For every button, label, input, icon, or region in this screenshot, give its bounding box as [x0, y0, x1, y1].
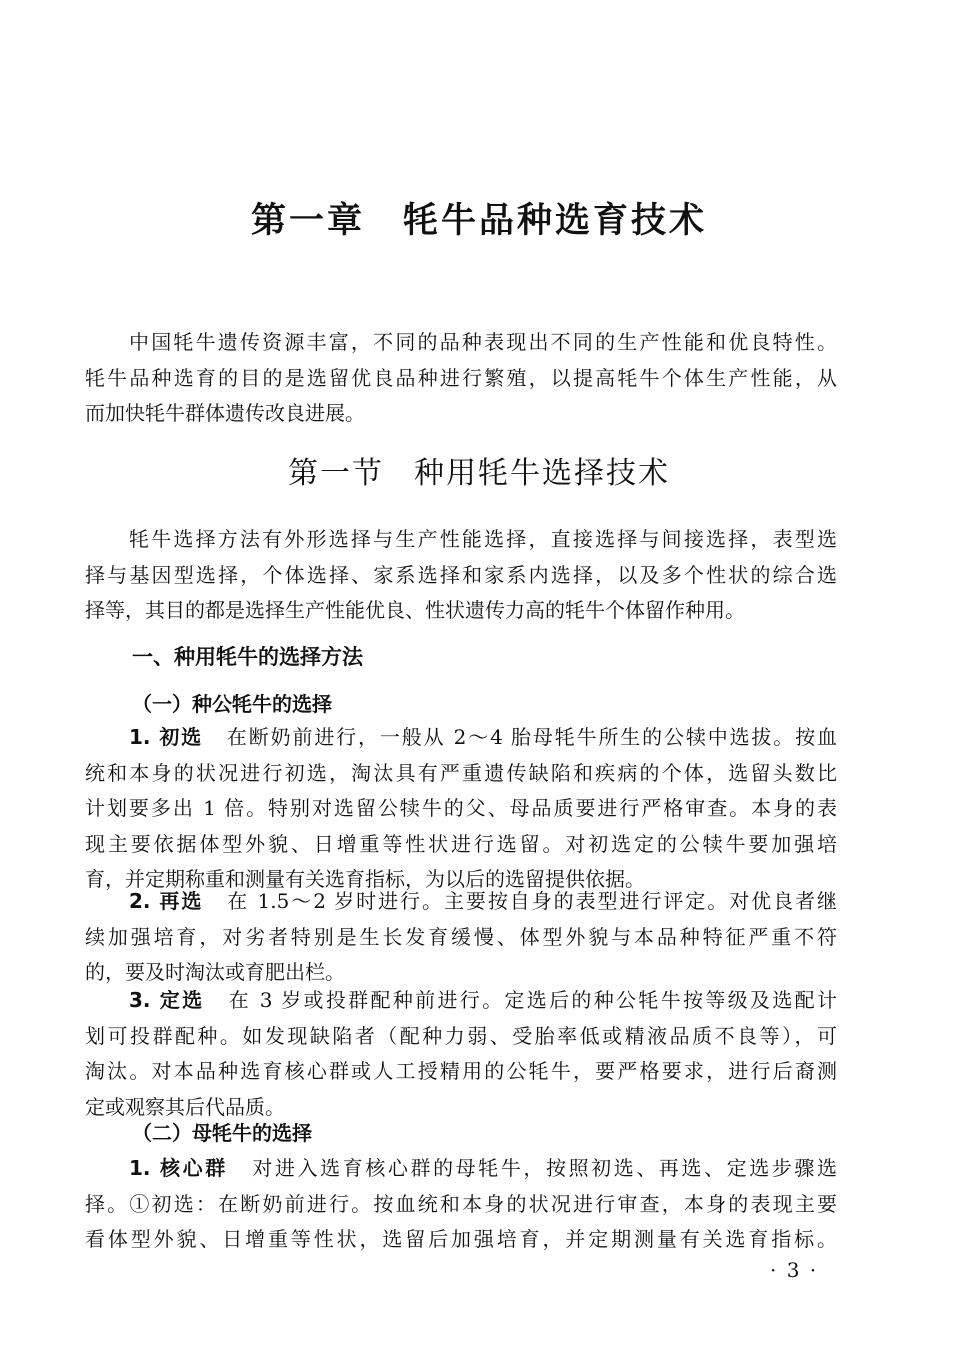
text-line: 划可投群配种。如发现缺陷者（配种力弱、受胎率低或精液品质不良等），可	[85, 1023, 837, 1048]
heading-bull-selection: （一）种公牦牛的选择	[132, 692, 332, 716]
chapter-title	[0, 196, 958, 246]
text-line: 择与基因型选择，个体选择、家系选择和家系内选择，以及多个性状的综合选	[85, 562, 837, 587]
item-text: 在 3 岁或投群配种前进行。定选后的种公牦牛按等级及选配计	[226, 988, 837, 1012]
text-line: 的，要及时淘汰或育肥出栏。	[85, 960, 345, 984]
text-line: 统和本身的状况进行初选，淘汰具有严重遗传缺陷和疾病的个体，选留头数比	[85, 760, 837, 785]
text-line: 现主要依据体型外貌、日增重等性状进行选留。对初选定的公犊牛要加强培	[85, 831, 837, 856]
text-line: 牦牛选择方法有外形选择与生产性能选择，直接选择与间接选择，表型选	[129, 527, 837, 551]
text-line: 淘汰。对本品种选育核心群或人工授精用的公牦牛，要严格要求，进行后裔测	[85, 1059, 837, 1083]
item-core-herd	[85, 1151, 837, 1258]
section-name: 种用牦牛选择技术	[414, 456, 670, 491]
text-line	[85, 1151, 837, 1187]
text-line: 续加强培育，对劣者特别是生长发育缓慢、体型外貌与本品种特征严重不符	[85, 924, 837, 949]
item-text: 在断奶前进行，一般从 2～4 胎母牦牛所生的公犊中选拔。按血	[225, 725, 837, 749]
text-line: 中国牦牛遗传资源丰富，不同的品种表现出不同的生产性能和优良特性。	[129, 330, 837, 354]
text-line: 定或观察其后代品质。	[85, 1094, 285, 1119]
chapter-name: 牦牛品种选育技术	[403, 201, 708, 241]
text-line: 择。①初选：在断奶前进行。按血统和本身的状况进行审查，本身的表现主要	[85, 1191, 837, 1216]
heading-cow-selection: （二）母牦牛的选择	[132, 1121, 312, 1145]
item-reselection	[85, 884, 837, 991]
item-text: 在 1.5～2 岁时进行。主要按自身的表型进行评定。对优良者继	[225, 889, 837, 913]
item-term: 3. 定选	[129, 988, 205, 1012]
item-term: 2. 再选	[129, 889, 204, 913]
item-text: 对进入选育核心群的母牦牛，按照初选、再选、定选步骤选	[249, 1156, 837, 1180]
section-intro-paragraph	[85, 522, 837, 629]
text-line: 择等，其目的都是选择生产性能优良、性状遗传力高的牦牛个体留作种用。	[85, 598, 745, 622]
section-title	[0, 452, 958, 496]
item-final-selection	[85, 983, 837, 1125]
section-number: 第一节	[288, 456, 384, 491]
text-line	[85, 983, 837, 1019]
text-line: 看体型外貌、日增重等性状，选留后加强培育，并定期测量有关选育指标。	[85, 1227, 837, 1251]
text-line: 育，并定期称重和测量有关选育指标，为以后的选留提供依据。	[85, 867, 645, 891]
text-line: 牦牛品种选育的目的是选留优良品种进行繁殖，以提高牦牛个体生产性能，从	[85, 365, 837, 390]
item-term: 1. 初选	[129, 725, 204, 749]
text-line	[85, 884, 837, 920]
text-line: 而加快牦牛群体遗传改良进展。	[85, 401, 365, 425]
text-line	[85, 720, 837, 756]
item-term: 1. 核心群	[129, 1156, 228, 1180]
intro-paragraph	[85, 325, 837, 432]
chapter-number: 第一章	[250, 201, 365, 241]
item-initial-selection	[85, 720, 837, 898]
text-line: 计划要多出 1 倍。特别对选留公犊牛的父、母品质要进行严格审查。本身的表	[85, 796, 837, 820]
page-number: · 3 ·	[770, 1258, 819, 1282]
heading-selection-methods: 一、种用牦牛的选择方法	[132, 645, 363, 669]
